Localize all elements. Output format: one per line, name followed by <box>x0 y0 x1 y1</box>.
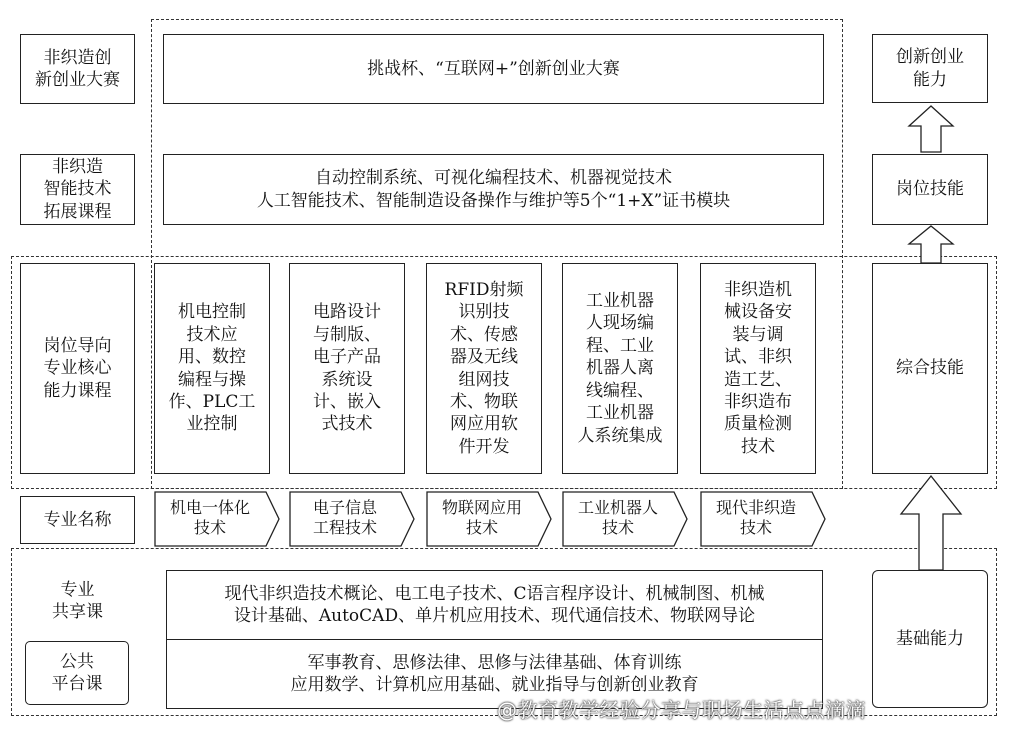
core-course-iot: RFID射频 识别技 术、传感 器及无线 组网技 术、物联 网应用软 件开发 <box>426 263 542 474</box>
ability-basic: 基础能力 <box>872 570 988 708</box>
label-major-name: 专业名称 <box>20 496 135 544</box>
major-robotics: 工业机器人 技术 <box>562 491 688 547</box>
core-course-mechatronics: 机电控制 技术应 用、数控 编程与操 作、PLC工 业控制 <box>154 263 270 474</box>
core-course-nonwoven: 非织造机 械设备安 装与调 试、非织 造工艺、 非织造布 质量检测 技术 <box>700 263 816 474</box>
ability-comprehensive: 综合技能 <box>872 263 988 474</box>
major-mechatronics: 机电一体化 技术 <box>154 491 280 547</box>
label-core-courses: 岗位导向 专业核心 能力课程 <box>20 263 135 474</box>
shared-courses-box: 现代非织造技术概论、电工电子技术、C语言程序设计、机械制图、机械 设计基础、AutoCAD、单片机应用技术、现代通信技术、物联网导论 <box>166 570 823 640</box>
label-public-courses: 公共 平台课 <box>25 641 129 705</box>
smart-courses-box: 自动控制系统、可视化编程技术、机器视觉技术 人工智能技术、智能制造设备操作与维护等5个“1+X”证书模块 <box>163 154 824 225</box>
up-arrow-icon <box>906 104 956 154</box>
label-competition: 非织造创 新创业大赛 <box>20 34 135 104</box>
core-course-robotics: 工业机器 人现场编 程、工业 机器人离 线编程、 工业机器 人系统集成 <box>562 263 678 474</box>
major-nonwoven: 现代非织造 技术 <box>700 491 826 547</box>
up-arrow-icon <box>899 474 963 571</box>
label-smart-courses: 非织造 智能技术 拓展课程 <box>20 154 135 225</box>
core-course-electronics: 电路设计 与制版、 电子产品 系统设 计、嵌入 式技术 <box>289 263 405 474</box>
public-courses-box: 军事教育、思修法律、思修与法律基础、体育训练 应用数学、计算机应用基础、就业指导与创新创业教育 <box>166 639 823 709</box>
ability-post-skill: 岗位技能 <box>872 154 988 225</box>
watermark: @教育教学经验分享与职场生活点点滴滴 <box>497 698 866 722</box>
major-electronics: 电子信息 工程技术 <box>289 491 415 547</box>
label-shared-courses: 专业 共享课 <box>52 579 103 622</box>
ability-innovation: 创新创业 能力 <box>872 34 988 103</box>
competition-box: 挑战杯、“互联网+”创新创业大赛 <box>163 34 824 104</box>
up-arrow-icon <box>906 224 956 264</box>
major-iot: 物联网应用 技术 <box>426 491 552 547</box>
